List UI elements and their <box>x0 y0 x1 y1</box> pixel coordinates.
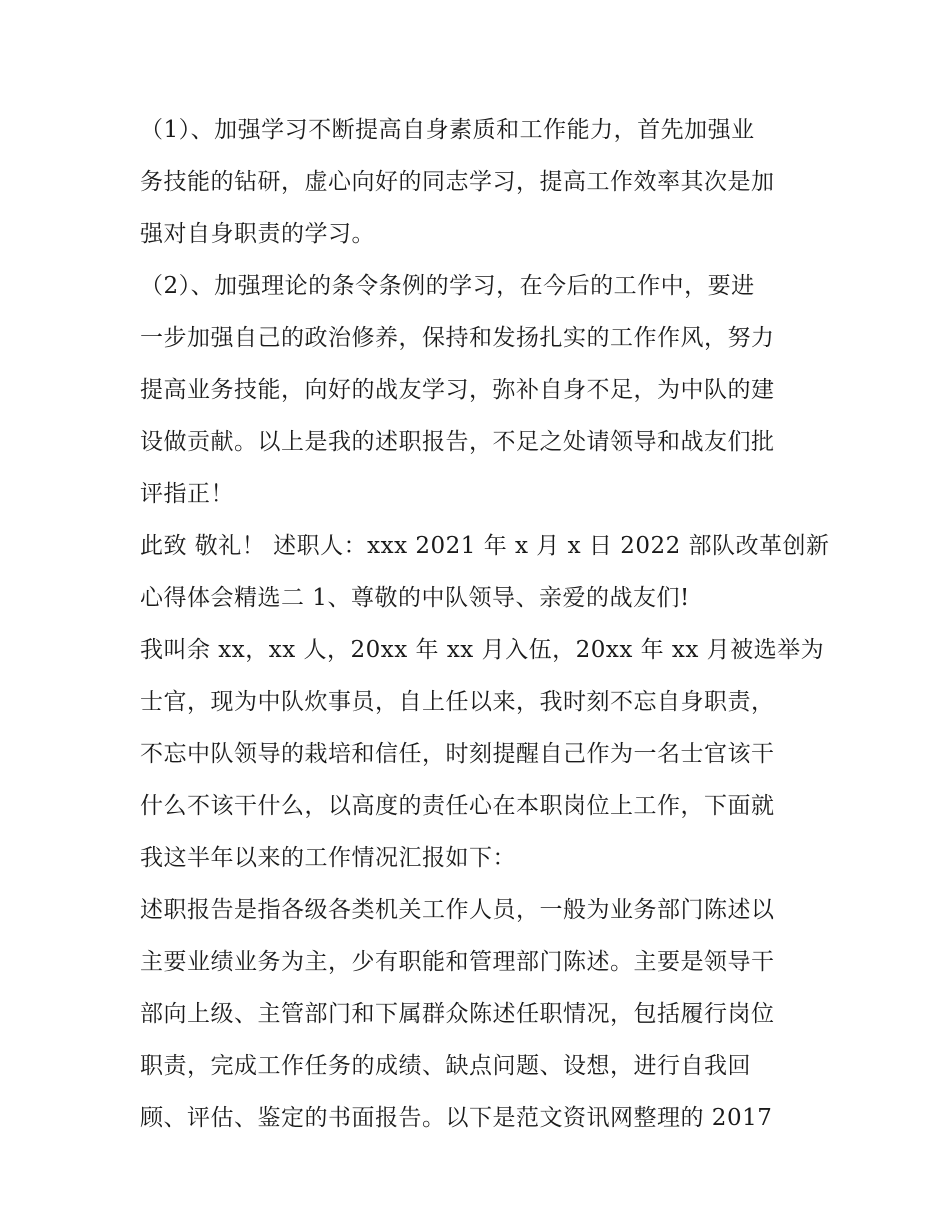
text-line: 务技能的钻研，虚心向好的同志学习，提高工作效率其次是加 <box>140 169 775 195</box>
text-line: 述职报告是指各级各类机关工作人员，一般为业务部门陈述以 <box>140 897 775 923</box>
text-line: 我叫余 xx，xx 人，20xx 年 xx 月入伍，20xx 年 xx 月被选举为 <box>140 637 825 663</box>
text-line: 设做贡献。以上是我的述职报告，不足之处请领导和战友们批 <box>140 429 775 455</box>
paragraph-theory-study <box>140 260 820 520</box>
text-line: 提高业务技能，向好的战友学习，弥补自身不足，为中队的建 <box>140 377 775 403</box>
text-line: 强对自身职责的学习。 <box>140 221 375 247</box>
paragraph-closing-signature <box>140 520 830 624</box>
paragraph-self-introduction <box>140 624 825 884</box>
text-line: （1）、加强学习不断提高自身素质和工作能力，首先加强业 <box>140 117 755 143</box>
text-line: 主要业绩业务为主，少有职能和管理部门陈述。主要是领导干 <box>140 949 775 975</box>
text-line: 职责，完成工作任务的成绩、缺点问题、设想，进行自我回 <box>140 1053 751 1079</box>
paragraph-report-definition <box>140 884 820 1144</box>
text-line: 顾、评估、鉴定的书面报告。以下是范文资讯网整理的 2017 <box>140 1105 773 1131</box>
document-body <box>140 104 830 1144</box>
text-line: 一步加强自己的政治修养，保持和发扬扎实的工作作风，努力 <box>140 325 775 351</box>
text-line: 士官，现为中队炊事员，自上任以来，我时刻不忘自身职责， <box>140 689 775 715</box>
text-line: 心得体会精选二 1、尊敬的中队领导、亲爱的战友们! <box>140 585 690 611</box>
text-line: 不忘中队领导的栽培和信任，时刻提醒自己作为一名士官该干 <box>140 741 775 767</box>
text-line: 部向上级、主管部门和下属群众陈述任职情况，包括履行岗位 <box>140 1001 775 1027</box>
paragraph-study-improvement <box>140 104 820 260</box>
text-line: （2）、加强理论的条令条例的学习，在今后的工作中，要进 <box>140 273 755 299</box>
text-line: 此致 敬礼！ 述职人：xxx 2021 年 x 月 x 日 2022 部队改革创新 <box>140 533 830 559</box>
text-line: 我这半年以来的工作情况汇报如下： <box>140 845 516 871</box>
text-line: 评指正！ <box>140 481 234 507</box>
text-line: 什么不该干什么，以高度的责任心在本职岗位上工作，下面就 <box>140 793 775 819</box>
